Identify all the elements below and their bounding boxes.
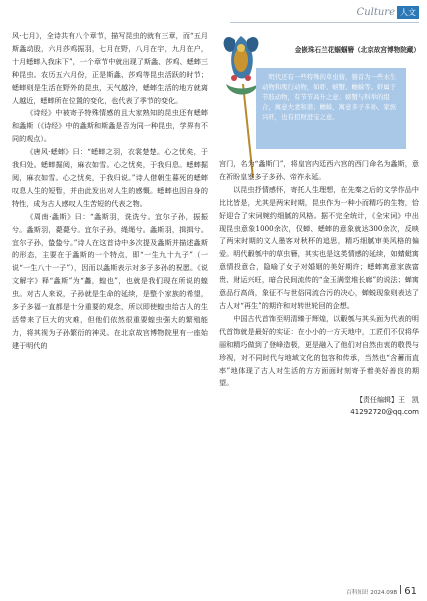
right-column — [219, 158, 419, 418]
editor-line: 【责任编辑】王 凯 — [356, 396, 419, 405]
editor-credit — [219, 394, 419, 418]
sidebar-note-text: 明代还有一些特殊的草虫簪，簪首为一些水生动物和爬行动物，如虾、螃蟹、蟾蜍等。虾属于节肢动物，有节节高升之意；螃蟹与科举的组合，寓意夫妻和谐；蟾蜍，寓意多子多孙、家族兴旺，也有招财进宝之意。 — [262, 73, 397, 121]
footer-divider — [400, 585, 401, 594]
section-label-en: Culture — [356, 7, 395, 18]
paragraph: 宫门，名为“螽斯门”，将皇宫内廷西六宫的西门命名为螽斯，意在祈盼皇室多子多孙、帝祚永延。 — [219, 159, 419, 181]
paragraph: 风·七月》，全诗共有八个章节，描写昆虫的就有三章，而“五月斯螽动股，六月莎鸡振羽，七月在野，八月在宇，九月在户，十月蟋蟀入我床下”，一个章节中就出现了斯螽、莎鸡、蟋蟀三种昆虫。农历五六月份，正是斯螽、莎鸡等昆虫活跃的时节；蟋蟀则是生活在野外的昆虫，天气越冷，蟋蟀生活的地方就离人越近，蟋蟀所在位置的变化，也代表了季节的变化。 — [12, 31, 208, 105]
page-number: 61 — [404, 586, 417, 597]
sidebar-note — [256, 68, 406, 149]
paragraph: 《诗经》中被寄予特殊情感的且大家熟知的昆虫还有蟋蟀和螽斯（《诗经》中的螽斯和斯螽是否为同一种昆虫，学界有不同的观点）。 — [12, 108, 208, 144]
section-tag — [357, 6, 419, 19]
paragraph: 中国古代首饰至明清臻于辉煌，以觳瓠与其头面为代表的明代首饰就是最好的实证：在小小的一方天地中，工匠们不仅将华丽和精巧做到了登峰造极，更是融入了他们对自然由衷的敬畏与珍视，对不同时代与地域文化的包容和传承，当然也“含蓄而直率”地体现了古人对生活的方方面面时刻寄予着美好善良的期望。 — [219, 313, 419, 388]
paragraph: 以昆虫抒情感怀，寄托人生理想，在先秦之后的文学作品中比比皆是，尤其是两宋时期，昆虫作为一种小而精巧的生物，恰好迎合了宋词婉约细腻的风格。据不完全统计，《全宋词》中出现昆虫意象1000余次，仅蝉、蟋蟀的意象就达300余次，反映了两宋时期的文人墨客对秋杯的追思，精巧细腻审美风格的偏爱。明代觳瓠中的草虫簪，其实也是这类情感的延续，如蜻蜓寓意情投意合，隐喻了女子对婚姻的美好期许；蟋蟀寓意家族富贵、财运兴旺，暗合民间流传的“金玉满堂堆长廊”的说法；蝉寓意品行高尚，象征不与世俗同流合污的决心，蝉蜕现象则表达了古人对“再生”的期许和对转世轮回的企想。 — [219, 184, 419, 310]
left-column — [12, 30, 208, 353]
paragraph: 《周南·螽斯》曰：“螽斯羽，诜诜兮。宜尔子孙，振振兮。螽斯羽，薨薨兮。宜尔子孙，绳绳兮。螽斯羽，揖揖兮。宜尔子孙，蛰蛰兮。”诗人在这首诗中多次提及螽斯并描述螽斯的形态，主要在于螽斯的一个特点，即“一生九十九子”（一说“一生八十一子”），因而以螽斯表示对多子多孙的祝愿。《说文解字》释“螽斯”为“蠡，蝗也”，也就是我们现在所说的蝗虫。对古人来说，子孙就是生命的延续，是整个家族的希望，多子多福一直都是十分重要的观念，所以即使蝗虫给古人的生活带来了巨大的灾难，但他们依然很重要蝗虫强大的繁殖能力，将其视为子孙繁衍的神灵。在北京故宫博物院里有一座始建于明代的 — [12, 211, 208, 350]
page-footer — [346, 585, 417, 597]
header-divider — [230, 22, 419, 23]
section-label-zh: 人文 — [397, 6, 419, 19]
publication-info: 百科知识 2024.09B — [346, 590, 398, 596]
paragraph: 《唐风·蟋蟀》曰：“蟋蟀之羽，衣裳楚楚。心之忧矣，于我归处。蟋蟀掘阅，麻衣如雪。心之忧矣，于我归息。蟋蟀掘阅，麻衣如雪。心之忧矣，于我归说。”诗人借朝生暮死的蟋蟀叹息人生的短暂，并由此发出对人生的感慨。蟋蟀也因自身的特性，成为古人感叹人生苦短的代表之物。 — [12, 147, 208, 208]
figure-caption: 金嵌珠石兰花蝈蝈簪（北京故宫博物院藏） — [294, 46, 420, 54]
editor-email[interactable]: 41292720@qq.com — [350, 408, 419, 417]
